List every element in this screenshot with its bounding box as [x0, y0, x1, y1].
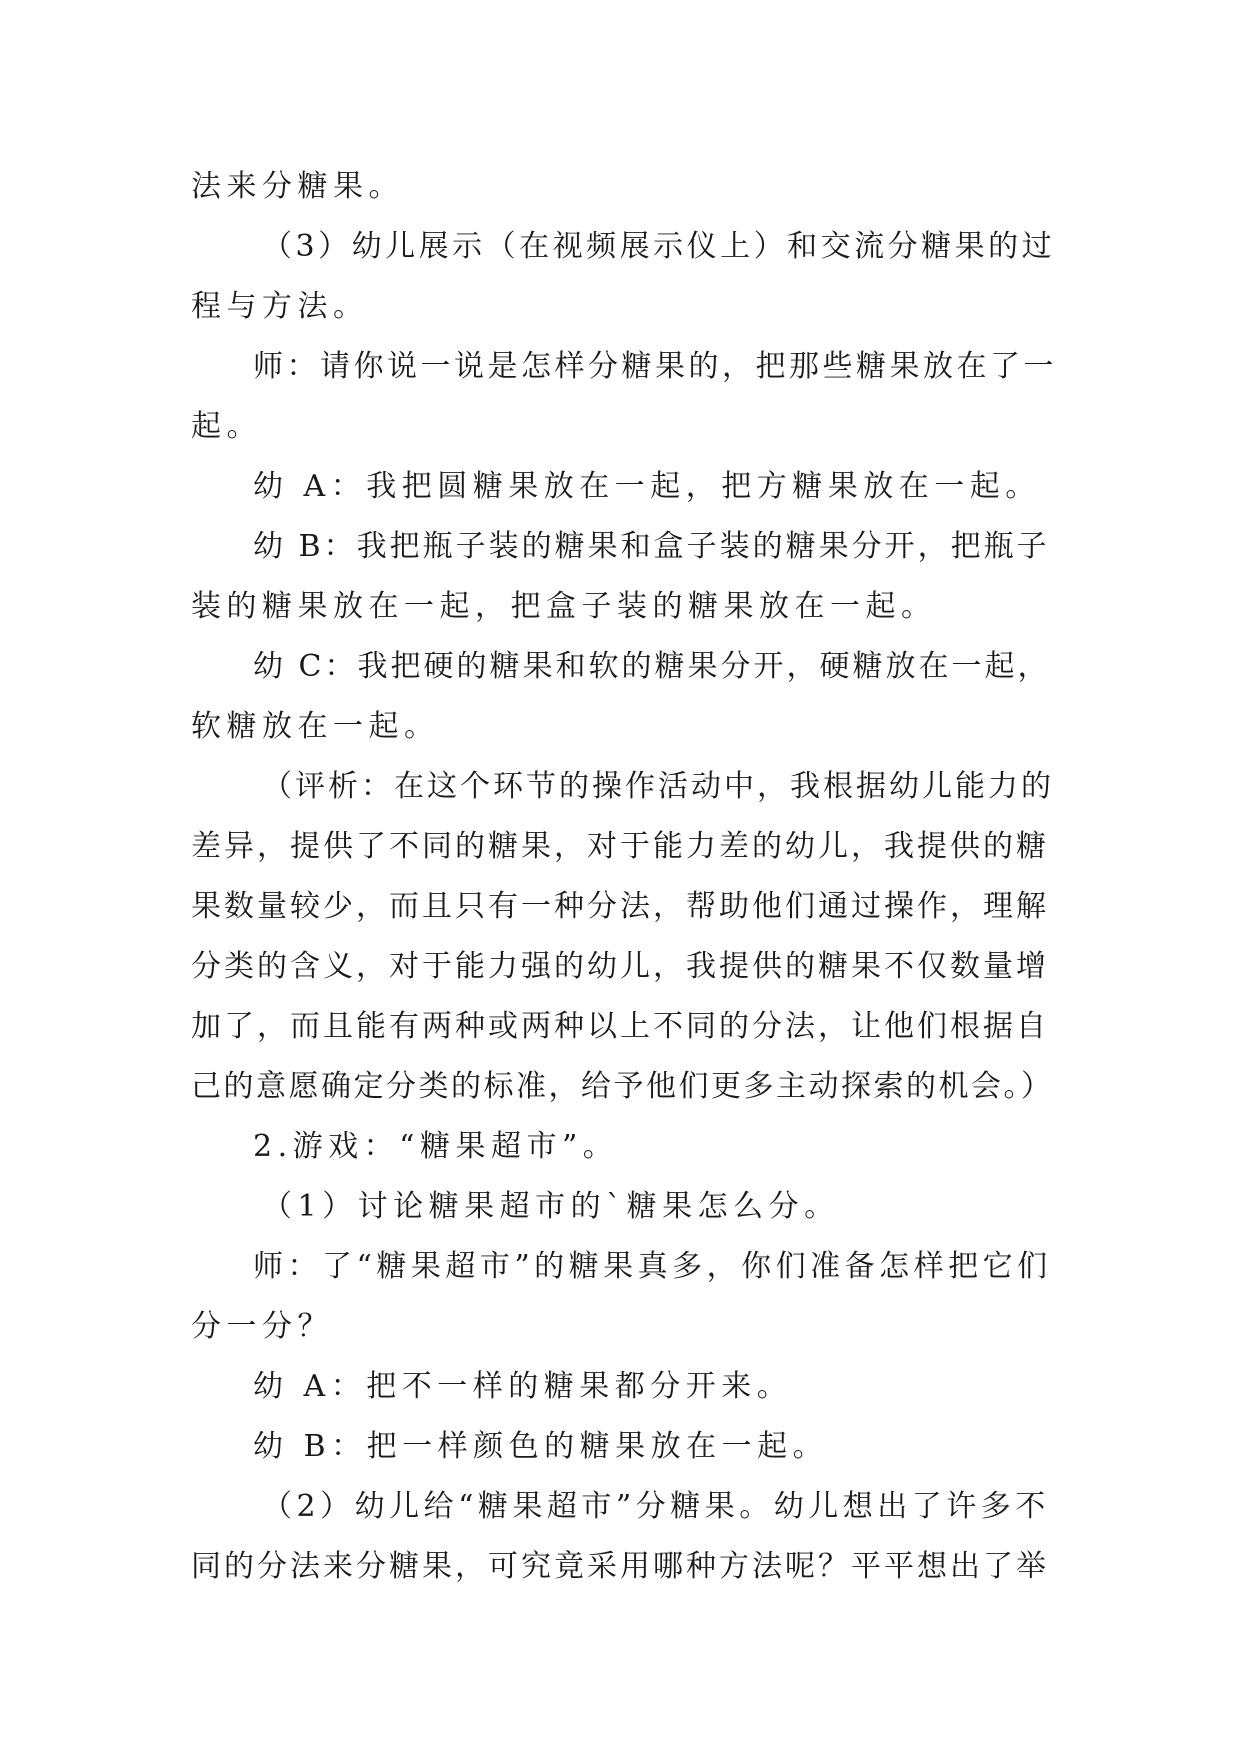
text-line: （1）讨论糖果超市的`糖果怎么分。: [262, 1189, 840, 1224]
text-line: 程与方法。: [191, 289, 369, 324]
text-line: 幼 B：把一样颜色的糖果放在一起。: [253, 1429, 829, 1464]
text-line: 己的意愿确定分类的标准，给予他们更多主动探索的机会。）: [191, 1069, 1054, 1104]
text-line: 幼 A：我把圆糖果放在一起，把方糖果放在一起。: [253, 469, 1041, 504]
text-line: 师：请你说一说是怎样分糖果的，把那些糖果放在了一: [253, 349, 1057, 384]
text-line: 加了，而且能有两种或两种以上不同的分法，让他们根据自: [191, 1009, 1049, 1044]
text-line: 同的分法来分糖果，可究竟采用哪种方法呢？平平想出了举: [191, 1549, 1049, 1584]
text-line: （3）幼儿展示（在视频展示仪上）和交流分糖果的过: [262, 229, 1056, 264]
text-line: 分类的含义，对于能力强的幼儿，我提供的糖果不仅数量增: [191, 949, 1049, 984]
text-line: 法来分糖果。: [191, 169, 404, 204]
text-line: 分一分？: [191, 1309, 333, 1344]
text-line: （2）幼儿给“糖果超市”分糖果。幼儿想出了许多不: [262, 1489, 1050, 1524]
text-line: （评析：在这个环节的操作活动中，我根据幼儿能力的: [262, 769, 1054, 804]
text-line: 软糖放在一起。: [191, 709, 440, 744]
text-line: 2.游戏：“糖果超市”。: [253, 1129, 619, 1164]
text-line: 幼 A：把不一样的糖果都分开来。: [253, 1369, 793, 1404]
text-line: 幼 B：我把瓶子装的糖果和盒子装的糖果分开，把瓶子: [253, 529, 1050, 564]
text-line: 幼 C：我把硬的糖果和软的糖果分开，硬糖放在一起，: [253, 649, 1051, 684]
text-line: 差异，提供了不同的糖果，对于能力差的幼儿，我提供的糖: [191, 829, 1049, 864]
text-line: 装的糖果放在一起，把盒子装的糖果放在一起。: [191, 589, 937, 624]
text-line: 师：了“糖果超市”的糖果真多，你们准备怎样把它们: [253, 1249, 1052, 1284]
text-line: 起。: [191, 409, 262, 444]
text-line: 果数量较少，而且只有一种分法，帮助他们通过操作，理解: [191, 889, 1049, 924]
